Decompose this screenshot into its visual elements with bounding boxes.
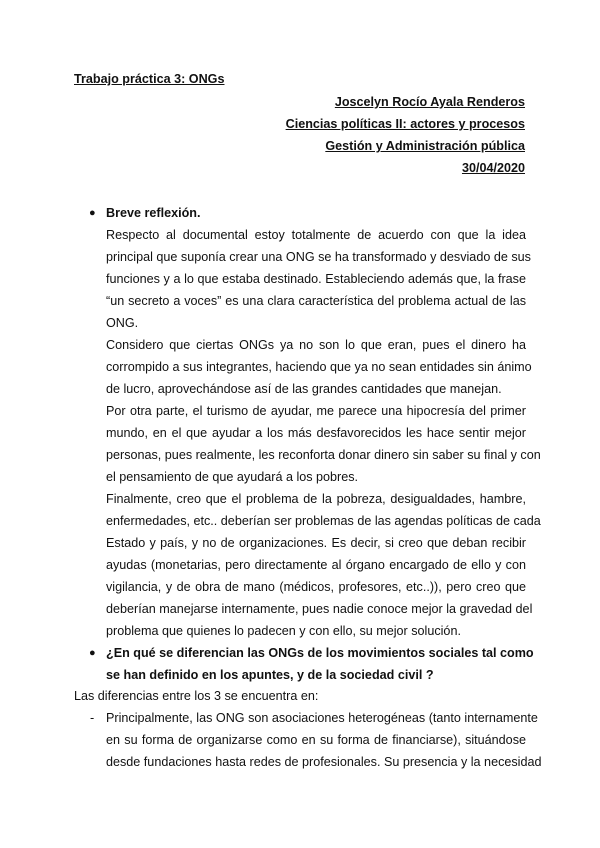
paragraph-line: Por otra parte, el turismo de ayudar, me parece una hipocresía del primer <box>106 404 526 418</box>
course-name: Ciencias políticas II: actores y procesos <box>285 117 525 131</box>
paragraph-line: vigilancia, y de obra de mano (médicos, profesores, etc..)), pero creo que <box>106 580 526 594</box>
paragraph-line: enfermedades, etc.. deberían ser problemas de las agendas políticas de cada <box>106 514 541 528</box>
bullet-icon: ● <box>89 647 96 659</box>
dash-marker: - <box>90 711 95 725</box>
paragraph-line: “un secreto a voces” es una clara característica del problema actual de las <box>106 294 526 308</box>
paragraph-line: mundo, en el que ayudar a los más desfavorecidos les hace sentir mejor <box>106 426 526 440</box>
document-title: Trabajo práctica 3: ONGs <box>74 72 225 86</box>
list-item-line: Principalmente, las ONG son asociaciones heterogéneas (tanto internamente <box>106 711 538 725</box>
section2-heading: se han definido en los apuntes, y de la sociedad civil ? <box>106 668 434 682</box>
bullet-icon: ● <box>89 207 96 219</box>
paragraph-line: Respecto al documental estoy totalmente de acuerdo con que la idea <box>106 228 526 242</box>
paragraph-line: Estado y país, y no de organizaciones. Es decir, si creo que deban recibir <box>106 536 526 550</box>
paragraph-line: Finalmente, creo que el problema de la pobreza, desigualdades, hambre, <box>106 492 526 506</box>
paragraph-line: Considero que ciertas ONGs ya no son lo que eran, pues el dinero ha <box>106 338 526 352</box>
program-name: Gestión y Administración pública <box>325 139 525 153</box>
paragraph-line: principal que suponía crear una ONG se ha transformado y desviado de sus <box>106 250 531 264</box>
section1-heading: Breve reflexión. <box>106 206 201 220</box>
list-item-line: desde fundaciones hasta redes de profesionales. Su presencia y la necesidad <box>106 755 542 769</box>
document-date: 30/04/2020 <box>461 161 525 175</box>
paragraph-line: el pensamiento de que ayudará a los pobres. <box>106 470 359 484</box>
paragraph-line: problema que quienes lo padecen y con ello, su mejor solución. <box>106 624 461 638</box>
section2-intro: Las diferencias entre los 3 se encuentra en: <box>74 689 319 703</box>
paragraph-line: ONG. <box>106 316 139 330</box>
list-item-line: en su forma de organizarse como en su forma de financiarse), situándose <box>106 733 526 747</box>
paragraph-line: personas, pues realmente, les reconforta donar dinero sin saber su final y con <box>106 448 541 462</box>
paragraph-line: deberían manejarse internamente, pues nadie conoce mejor la gravedad del <box>106 602 533 616</box>
paragraph-line: ayudas (monetarias, pero directamente al órgano encargado de ello y con <box>106 558 526 572</box>
paragraph-line: corrompido a sus integrantes, haciendo que ya no sean entidades sin ánimo <box>106 360 532 374</box>
paragraph-line: de lucro, aprovechándose así de las grandes cantidades que manejan. <box>106 382 502 396</box>
section2-heading: ¿En qué se diferencian las ONGs de los movimientos sociales tal como <box>106 646 534 660</box>
paragraph-line: funciones y a lo que estaba destinado. Estableciendo además que, la frase <box>106 272 526 286</box>
author-name: Joscelyn Rocío Ayala Renderos <box>334 95 525 109</box>
